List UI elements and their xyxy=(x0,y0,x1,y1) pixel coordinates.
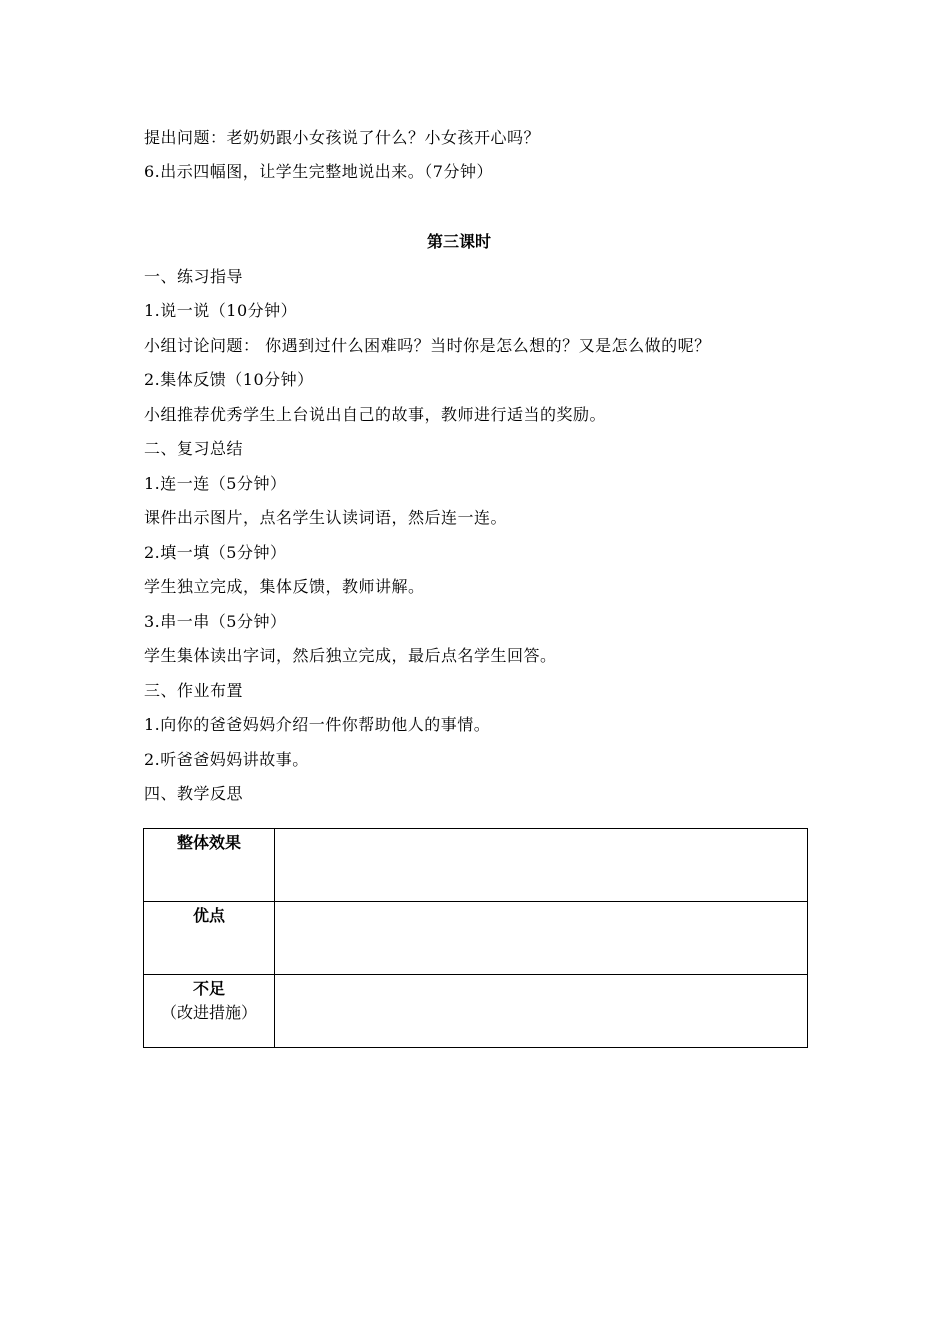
text-line: 1.连一连（5分钟） xyxy=(144,474,287,493)
text-line: 课件出示图片，点名学生认读词语，然后连一连。 xyxy=(144,508,508,527)
heading-reflection: 四、教学反思 xyxy=(144,784,244,803)
content-cell xyxy=(275,975,808,1048)
heading-review: 二、复习总结 xyxy=(144,439,244,458)
row-label-cell xyxy=(144,975,275,1048)
table-row xyxy=(144,902,808,975)
row-sublabel: （改进措施） xyxy=(160,1003,257,1022)
row-label: 整体效果 xyxy=(176,833,241,852)
table-row xyxy=(144,829,808,902)
content-cell xyxy=(275,829,808,902)
text-line: 2.听爸爸妈妈讲故事。 xyxy=(144,750,309,769)
text-line: 6.出示四幅图，让学生完整地说出来。（7分钟） xyxy=(144,162,493,181)
row-label: 优点 xyxy=(192,906,225,925)
text-line: 2.集体反馈（10分钟） xyxy=(144,370,314,389)
table-row xyxy=(144,975,808,1048)
text-line: 学生集体读出字词，然后独立完成，最后点名学生回答。 xyxy=(144,646,557,665)
text-line: 1.说一说（10分钟） xyxy=(144,301,298,320)
text-line: 2.填一填（5分钟） xyxy=(144,543,287,562)
text-line: 提出问题：老奶奶跟小女孩说了什么？小女孩开心吗？ xyxy=(144,128,541,147)
heading-practice: 一、练习指导 xyxy=(144,267,244,286)
row-label-cell xyxy=(144,829,275,902)
reflection-table xyxy=(143,828,808,1048)
text-line: 1.向你的爸爸妈妈介绍一件你帮助他人的事情。 xyxy=(144,715,491,734)
text-line: 小组讨论问题： 你遇到过什么困难吗？当时你是怎么想的？又是怎么做的呢？ xyxy=(144,336,711,355)
text-line: 学生独立完成，集体反馈，教师讲解。 xyxy=(144,577,425,596)
section-title: 第三课时 xyxy=(426,232,491,251)
text-line: 3.串一串（5分钟） xyxy=(144,612,287,631)
text-line: 小组推荐优秀学生上台说出自己的故事，教师进行适当的奖励。 xyxy=(144,405,607,424)
row-label: 不足 xyxy=(192,979,225,998)
row-label-cell xyxy=(144,902,275,975)
heading-homework: 三、作业布置 xyxy=(144,681,244,700)
content-cell xyxy=(275,902,808,975)
